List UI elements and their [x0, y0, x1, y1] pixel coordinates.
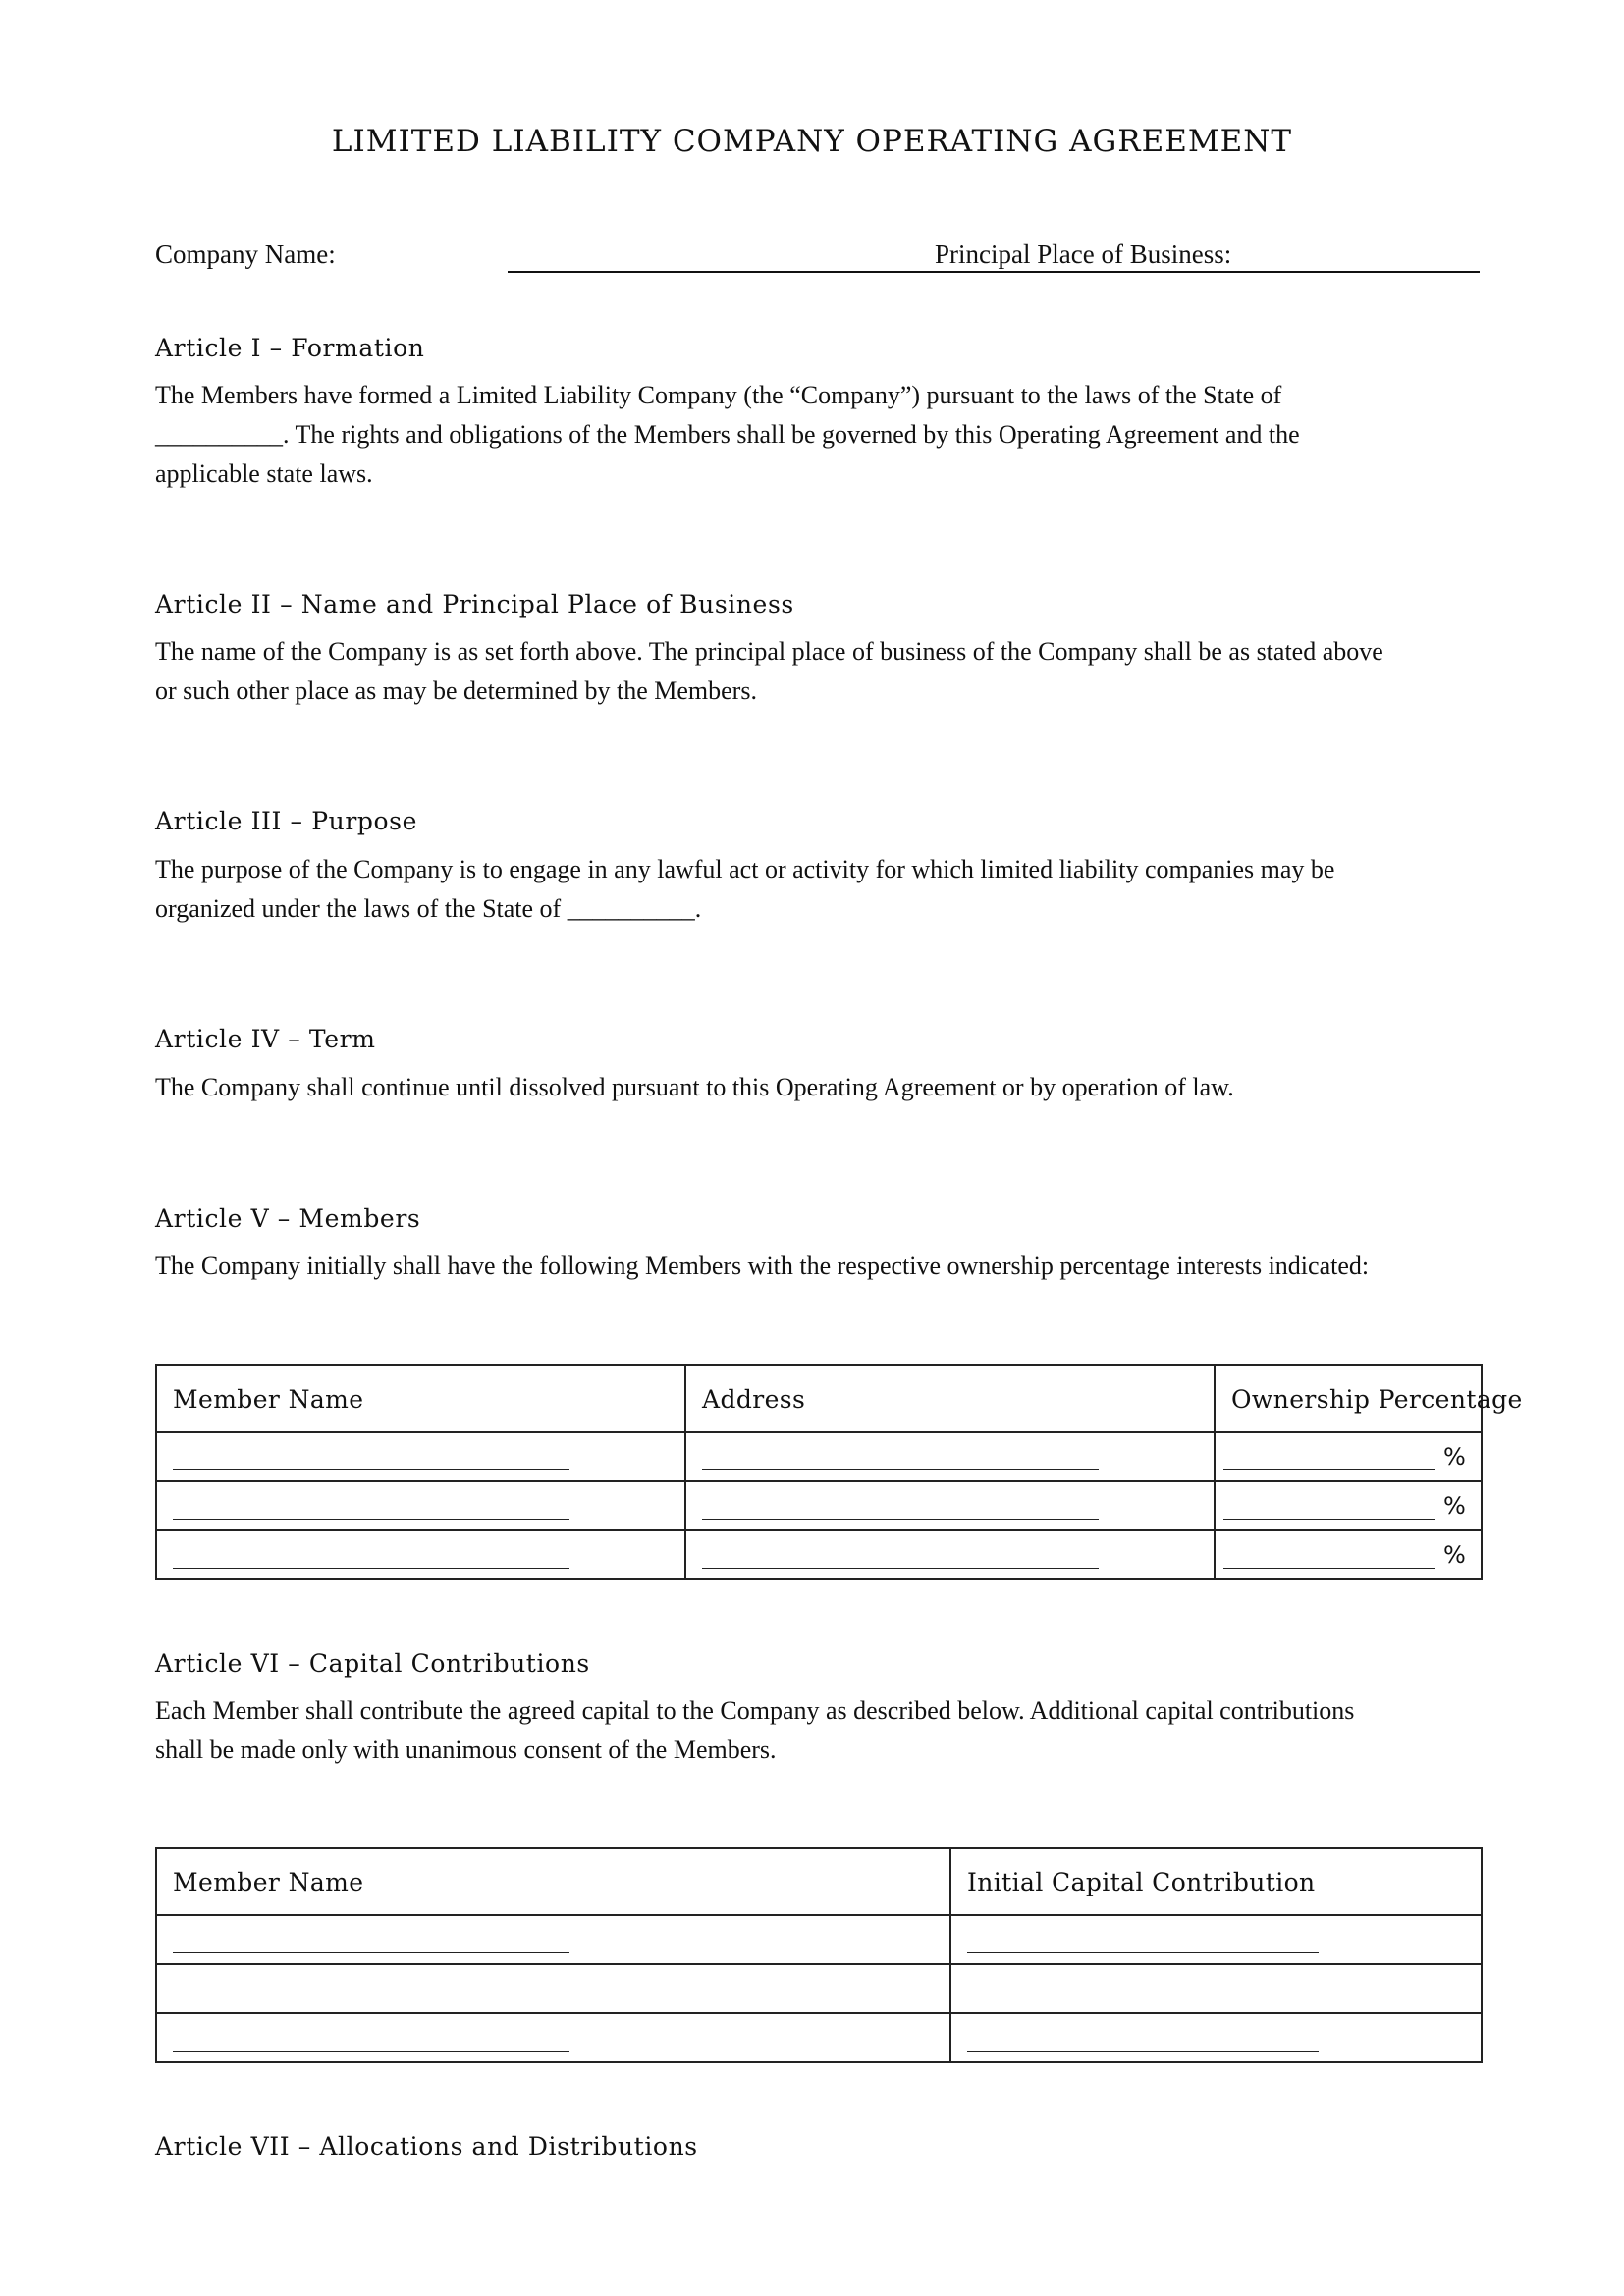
members-header-address: Address — [685, 1365, 1215, 1432]
member-address-field[interactable] — [702, 1448, 1099, 1470]
article-heading-capital: Article VI – Capital Contributions — [155, 1649, 590, 1678]
members-table — [155, 1364, 1523, 1580]
company-name-field[interactable] — [508, 271, 1480, 273]
article-heading-allocations: Article VII – Allocations and Distributions — [155, 2132, 698, 2161]
member-percentage-field[interactable] — [1223, 1546, 1435, 1569]
percent-sign: % — [1443, 1443, 1466, 1470]
member-percentage-field[interactable] — [1223, 1497, 1435, 1520]
member-address-field[interactable] — [702, 1497, 1099, 1520]
members-header-percentage: Ownership Percentage — [1215, 1365, 1482, 1432]
company-name-label: Company Name: — [155, 240, 336, 269]
article-heading-formation: Article I – Formation — [155, 334, 425, 362]
capital-member-name-field[interactable] — [173, 1931, 569, 1953]
article-body-formation: The Members have formed a Limited Liability Company (the “Company”) pursuant to the laws of the State of __________. The rights and obligations of the Members shall be governed by this Operating Agreement and the applicable state laws. — [155, 381, 1300, 488]
article-body-purpose: The purpose of the Company is to engage in any lawful act or activity for which limited liability companies may be organized under the laws of the State of __________. — [155, 855, 1335, 923]
members-table-header-row — [156, 1365, 1482, 1432]
percent-sign: % — [1443, 1541, 1466, 1569]
article-body-name-place: The name of the Company is as set forth above. The principal place of business of the Company shall be as stated above or such other place as may be determined by the Members. — [155, 637, 1383, 705]
capital-header-contribution: Initial Capital Contribution — [950, 1848, 1482, 1915]
table-row — [156, 1530, 1482, 1579]
table-row — [156, 1432, 1482, 1481]
article-heading-term: Article IV – Term — [155, 1025, 376, 1053]
capital-contribution-field[interactable] — [967, 1931, 1319, 1953]
article-heading-members: Article V – Members — [155, 1204, 421, 1233]
principal-place-label: Principal Place of Business: — [935, 240, 1232, 269]
table-row — [156, 1915, 1482, 1964]
document-title: LIMITED LIABILITY COMPANY OPERATING AGREEMENT — [331, 124, 1293, 159]
percent-sign: % — [1443, 1492, 1466, 1520]
table-row — [156, 1481, 1482, 1530]
capital-member-name-field[interactable] — [173, 2029, 569, 2052]
article-body-members: The Company initially shall have the following Members with the respective ownership percentage interests indicated: — [155, 1252, 1370, 1280]
member-name-field[interactable] — [173, 1448, 569, 1470]
members-header-name: Member Name — [156, 1365, 685, 1432]
capital-contribution-field[interactable] — [967, 2029, 1319, 2052]
table-row — [156, 1964, 1482, 2013]
article-body-capital: Each Member shall contribute the agreed capital to the Company as described below. Additional capital contributions shall be made only with unanimous consent of the Members. — [155, 1696, 1355, 1764]
member-name-field[interactable] — [173, 1546, 569, 1569]
member-name-field[interactable] — [173, 1497, 569, 1520]
capital-member-name-field[interactable] — [173, 1980, 569, 2002]
article-body-term: The Company shall continue until dissolved pursuant to this Operating Agreement or by operation of law. — [155, 1073, 1234, 1101]
capital-table — [155, 1847, 1483, 2063]
member-percentage-field[interactable] — [1223, 1448, 1435, 1470]
article-heading-name-place: Article II – Name and Principal Place of Business — [155, 590, 794, 618]
table-row — [156, 2013, 1482, 2062]
article-heading-purpose: Article III – Purpose — [155, 807, 417, 835]
capital-header-name: Member Name — [156, 1848, 950, 1915]
capital-contribution-field[interactable] — [967, 1980, 1319, 2002]
capital-table-header-row — [156, 1848, 1482, 1915]
member-address-field[interactable] — [702, 1546, 1099, 1569]
